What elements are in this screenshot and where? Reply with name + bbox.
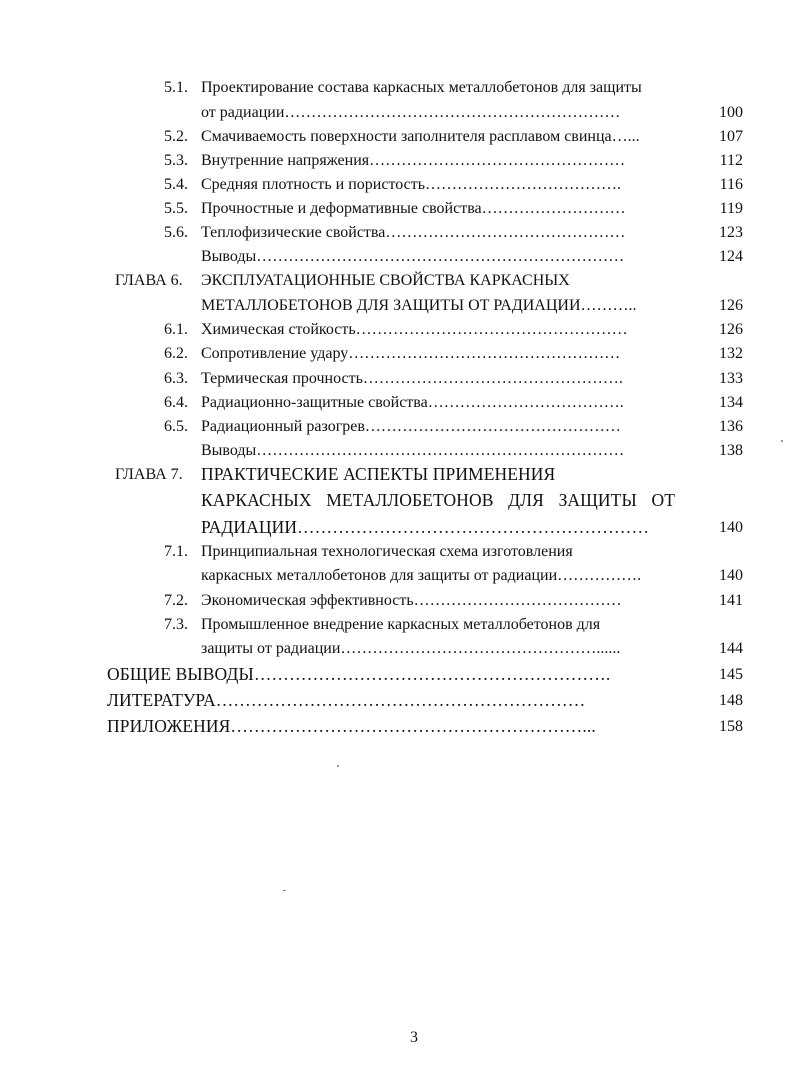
- scan-speck: [781, 440, 783, 442]
- chapter-title-continued: РАДИАЦИИ……………………………………………………: [201, 517, 650, 537]
- page-number: 158: [719, 718, 743, 735]
- section-title: Проектирование состава каркасных металлобетонов для защиты: [201, 79, 642, 96]
- section-title: Выводы……………………………………………………………: [201, 248, 625, 265]
- page-number: 136: [719, 418, 743, 435]
- section-number: 5.1.: [164, 79, 188, 96]
- chapter-title-word: КАРКАСНЫХ: [201, 490, 312, 510]
- page-number: 126: [719, 297, 743, 314]
- chapter-title-continued: МЕТАЛЛОБЕТОНОВ ДЛЯ ЗАЩИТЫ ОТ РАДИАЦИИ………..: [201, 297, 637, 314]
- page-number: 144: [719, 640, 743, 657]
- section-number: 6.3.: [164, 370, 188, 387]
- section-title: Принципиальная технологическая схема изготовления: [201, 543, 573, 560]
- page-number: 112: [719, 152, 743, 169]
- page-footer-number: 3: [410, 1029, 418, 1046]
- chapter-title-word: ОТ: [651, 490, 675, 510]
- section-number: 5.4.: [164, 176, 188, 193]
- section-title-continued: каркасных металлобетонов для защиты от радиации…………….: [201, 567, 642, 584]
- chapter-label: ГЛАВА 6.: [115, 272, 183, 289]
- section-number: 6.4.: [164, 394, 188, 411]
- page-number: 107: [719, 128, 743, 145]
- section-title: Сопротивление удару……………………………………………: [201, 345, 621, 362]
- page-number: 100: [719, 104, 743, 121]
- section-number: 6.5.: [164, 418, 188, 435]
- section-title: Термическая прочность………………………………………….: [201, 370, 623, 387]
- top-level-entry: ЛИТЕРАТУРА………………………………………………………: [107, 690, 586, 710]
- section-number: 5.3.: [164, 152, 188, 169]
- section-title: Теплофизические свойства………………………………………: [201, 224, 626, 241]
- section-number: 7.3.: [164, 616, 188, 633]
- section-title: Смачиваемость поверхности заполнителя расплавом свинца…...: [201, 128, 640, 145]
- page-number: 132: [719, 345, 743, 362]
- scan-speck: [283, 890, 286, 891]
- section-number: 5.2.: [164, 128, 188, 145]
- page-number: 145: [719, 666, 743, 683]
- page-number: 126: [719, 321, 743, 338]
- page-number: 134: [719, 394, 743, 411]
- chapter-title-word: ДЛЯ: [508, 490, 544, 510]
- section-title: Выводы……………………………………………………………: [201, 442, 625, 459]
- top-level-entry: ОБЩИЕ ВЫВОДЫ…………………………………………………….: [107, 664, 611, 684]
- page-number: 140: [719, 567, 743, 584]
- section-title: Экономическая эффективность…………………………………: [201, 592, 622, 609]
- chapter-title: ЭКСПЛУАТАЦИОННЫЕ СВОЙСТВА КАРКАСНЫХ: [201, 272, 570, 289]
- section-title: Химическая стойкость……………………………………………: [201, 321, 628, 338]
- section-number: 6.2.: [164, 345, 188, 362]
- section-title: Средняя плотность и пористость……………………………….: [201, 176, 622, 193]
- section-number: 7.2.: [164, 592, 188, 609]
- section-number: 7.1.: [164, 543, 188, 560]
- chapter-label: ГЛАВА 7.: [115, 466, 183, 483]
- page-number: 116: [719, 176, 743, 193]
- page-number: 140: [719, 519, 743, 536]
- page-number: 123: [719, 224, 743, 241]
- page-number: 133: [719, 370, 743, 387]
- page-number: 138: [719, 442, 743, 459]
- section-title: Внутренние напряжения…………………………………………: [201, 152, 626, 169]
- page-number: 148: [719, 692, 743, 709]
- section-title: Промышленное внедрение каркасных металлобетонов для: [201, 616, 601, 633]
- section-title: Прочностные и деформативные свойства………………………: [201, 200, 626, 217]
- chapter-title-word: МЕТАЛЛОБЕТОНОВ: [326, 490, 494, 510]
- chapter-title: ПРАКТИЧЕСКИЕ АСПЕКТЫ ПРИМЕНЕНИЯ: [201, 464, 556, 484]
- chapter-title-word: ЗАЩИТЫ: [558, 490, 637, 510]
- section-number: 6.1.: [164, 321, 188, 338]
- section-title-continued: защиты от радиации…………………………………………......: [201, 640, 621, 657]
- section-title: Радиационно-защитные свойства……………………………….: [201, 394, 624, 411]
- page-number: 124: [719, 248, 743, 265]
- chapter-title-continued: [201, 490, 675, 510]
- page-number: 119: [719, 200, 743, 217]
- section-number: 5.6.: [164, 224, 188, 241]
- section-number: 5.5.: [164, 200, 188, 217]
- scan-speck: [337, 765, 339, 767]
- page-number: 141: [719, 592, 743, 609]
- section-title-continued: от радиации………………………………………………………: [201, 104, 621, 121]
- top-level-entry: ПРИЛОЖЕНИЯ……………………………………………………...: [107, 716, 596, 736]
- section-title: Радиационный разогрев…………………………………………: [201, 418, 621, 435]
